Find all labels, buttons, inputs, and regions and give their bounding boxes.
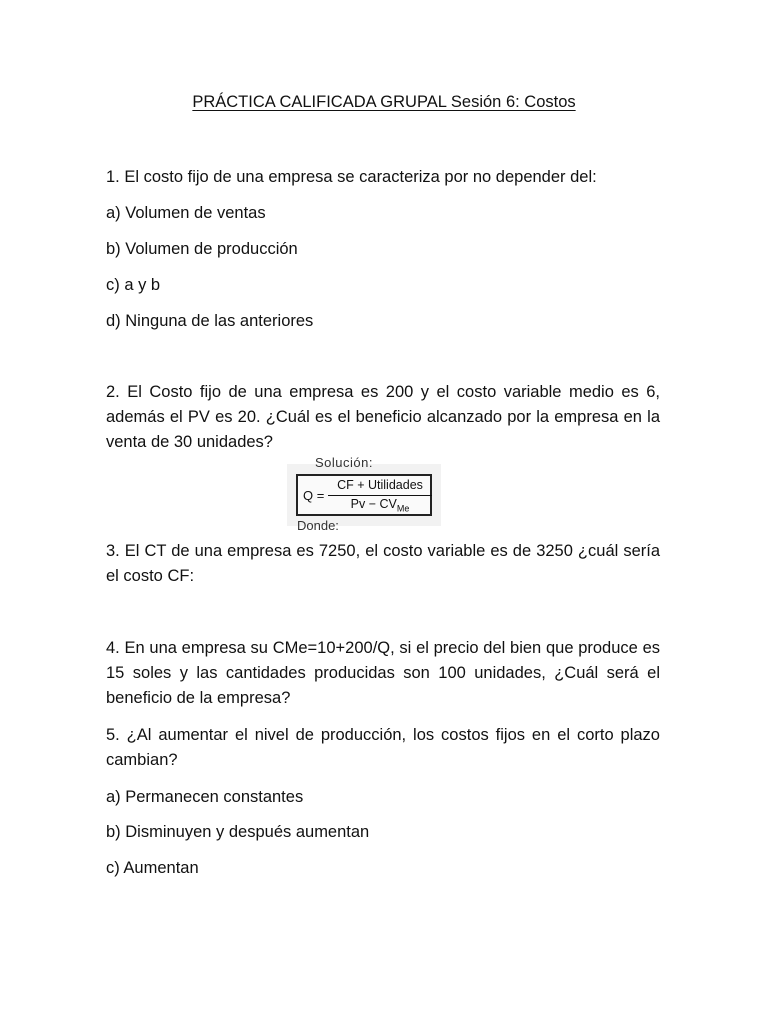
formula-numerator: CF + Utilidades	[337, 478, 423, 492]
formula-lhs: Q =	[303, 488, 325, 503]
formula-cut-text-top: Solución:	[315, 455, 373, 470]
formula-cut-text-bottom: Donde:	[297, 518, 339, 533]
question-5-option-a: a) Permanecen constantes	[106, 788, 304, 806]
formula-box	[296, 474, 432, 516]
formula-denominator-sub: Me	[396, 503, 410, 514]
formula-denominator	[328, 497, 432, 514]
formula-image	[287, 455, 441, 533]
formula-fraction-bar	[328, 495, 432, 496]
question-4-prompt: 4. En una empresa su CMe=10+200/Q, si el precio del bien que produce es 15 soles y las cantidades producidas son 100 unidades, ¿Cuál será el beneficio de la empresa?	[106, 639, 660, 707]
question-1-option-a: a) Volumen de ventas	[106, 204, 266, 222]
question-3-prompt: 3. El CT de una empresa es 7250, el costo variable es de 3250 ¿cuál sería el costo CF:	[106, 542, 660, 585]
page-title: PRÁCTICA CALIFICADA GRUPAL Sesión 6: Costos	[192, 93, 576, 111]
question-2-prompt: 2. El Costo fijo de una empresa es 200 y el costo variable medio es 6, además el PV es 20. ¿Cuál es el beneficio alcanzado por la empresa en la venta de 30 unidades?	[106, 383, 660, 451]
question-5-prompt: 5. ¿Al aumentar el nivel de producción, los costos fijos en el corto plazo cambian?	[106, 726, 660, 769]
question-5-option-b: b) Disminuyen y después aumentan	[106, 823, 370, 841]
question-5-option-c: c) Aumentan	[106, 859, 199, 877]
question-1-option-d: d) Ninguna de las anteriores	[106, 312, 314, 330]
question-1-option-c: c) a y b	[106, 276, 161, 294]
question-1-prompt: 1. El costo fijo de una empresa se caracteriza por no depender del:	[106, 168, 597, 186]
formula-denominator-main: Pv − CV	[350, 497, 397, 511]
question-1-option-b: b) Volumen de producción	[106, 240, 298, 258]
